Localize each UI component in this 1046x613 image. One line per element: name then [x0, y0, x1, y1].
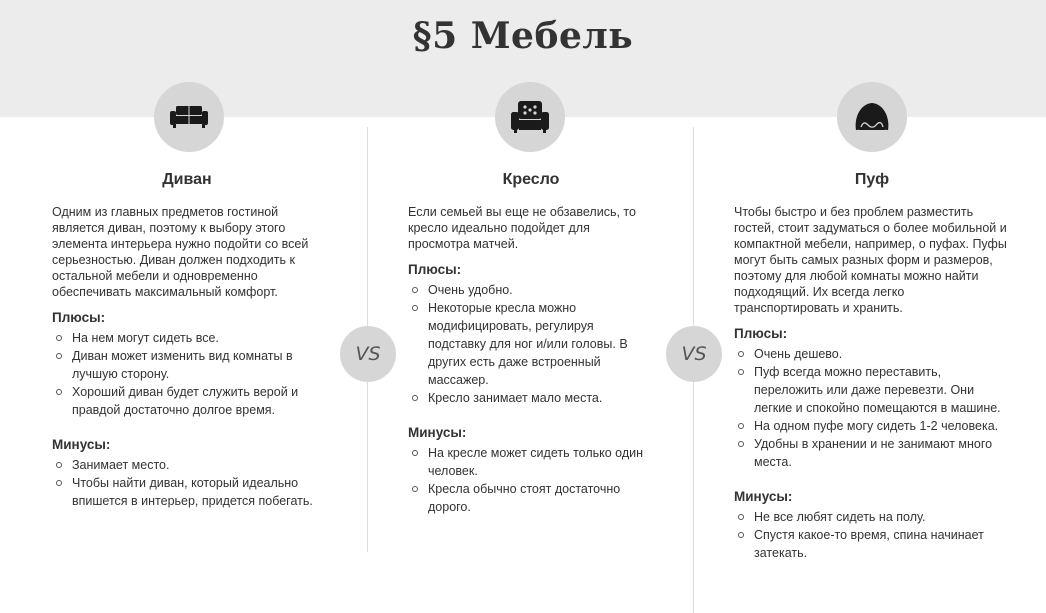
pros-list	[52, 329, 322, 419]
cons-list	[734, 508, 1010, 562]
column-description: Одним из главных предметов гостиной является диван, поэтому к выбору этого элемента интерьера нужно подойти со всей серьезностью. Диван должен подходить к остальной мебели и одновременно обеспечивать максимальный комфорт.	[52, 205, 309, 299]
column-sofa	[52, 170, 322, 510]
list-item: Некоторые кресла можно модифицировать, регулируя подставку для ног и/или головы. В других есть даже встроенный массажер.	[408, 299, 654, 389]
sofa-icon-circle	[154, 82, 224, 152]
column-title: Диван	[162, 171, 212, 188]
pouf-icon-circle	[837, 82, 907, 152]
list-item: На одном пуфе могу сидеть 1-2 человека.	[734, 417, 1010, 435]
cons-heading: Минусы:	[734, 489, 793, 504]
column-title: Пуф	[854, 171, 890, 188]
armchair-icon	[511, 100, 549, 134]
pros-heading: Плюсы:	[408, 262, 462, 277]
list-item: Диван может изменить вид комнаты в лучшую сторону.	[52, 347, 322, 383]
cons-heading: Минусы:	[408, 425, 467, 440]
pros-list	[408, 281, 654, 407]
list-item: Очень дешево.	[734, 345, 1010, 363]
vs-badge-left: VS	[340, 326, 396, 382]
column-description: Если семьей вы еще не обзавелись, то кресло идеально подойдет для просмотра матчей.	[408, 205, 636, 251]
column-description: Чтобы быстро и без проблем разместить гостей, стоит задуматься о более мобильной и компактной мебели, например, о пуфах. Пуфы могут быть самых разных форм и размеров, поэтому для любой комнаты можно найти подходящий. Их всегда легко транспортировать и хранить.	[734, 205, 1007, 315]
column-pouf	[734, 170, 1010, 562]
sofa-icon	[170, 105, 208, 129]
list-item: Не все любят сидеть на полу.	[734, 508, 1010, 526]
cons-list	[52, 456, 322, 510]
cons-list	[408, 444, 654, 516]
vs-badge-right: VS	[666, 326, 722, 382]
list-item: Занимает место.	[52, 456, 322, 474]
column-title: Кресло	[502, 171, 560, 188]
column-armchair	[408, 170, 654, 516]
list-item: Кресла обычно стоят достаточно дорого.	[408, 480, 654, 516]
list-item: Удобны в хранении и не занимают много места.	[734, 435, 1010, 471]
list-item: На кресле может сидеть только один человек.	[408, 444, 654, 480]
list-item: Кресло занимает мало места.	[408, 389, 654, 407]
list-item: Пуф всегда можно переставить, переложить или даже перевезти. Они легкие и спокойно помещаются в машине.	[734, 363, 1010, 417]
list-item: Очень удобно.	[408, 281, 654, 299]
list-item: На нем могут сидеть все.	[52, 329, 322, 347]
pros-heading: Плюсы:	[52, 310, 106, 325]
cons-heading: Минусы:	[52, 437, 111, 452]
page-title: §5 Мебель	[412, 15, 634, 57]
pros-list	[734, 345, 1010, 471]
pouf-icon	[852, 100, 892, 134]
pros-heading: Плюсы:	[734, 326, 788, 341]
armchair-icon-circle	[495, 82, 565, 152]
list-item: Хороший диван будет служить верой и правдой достаточно долгое время.	[52, 383, 322, 419]
list-item: Чтобы найти диван, который идеально впишется в интерьер, придется побегать.	[52, 474, 322, 510]
list-item: Спустя какое-то время, спина начинает затекать.	[734, 526, 1010, 562]
